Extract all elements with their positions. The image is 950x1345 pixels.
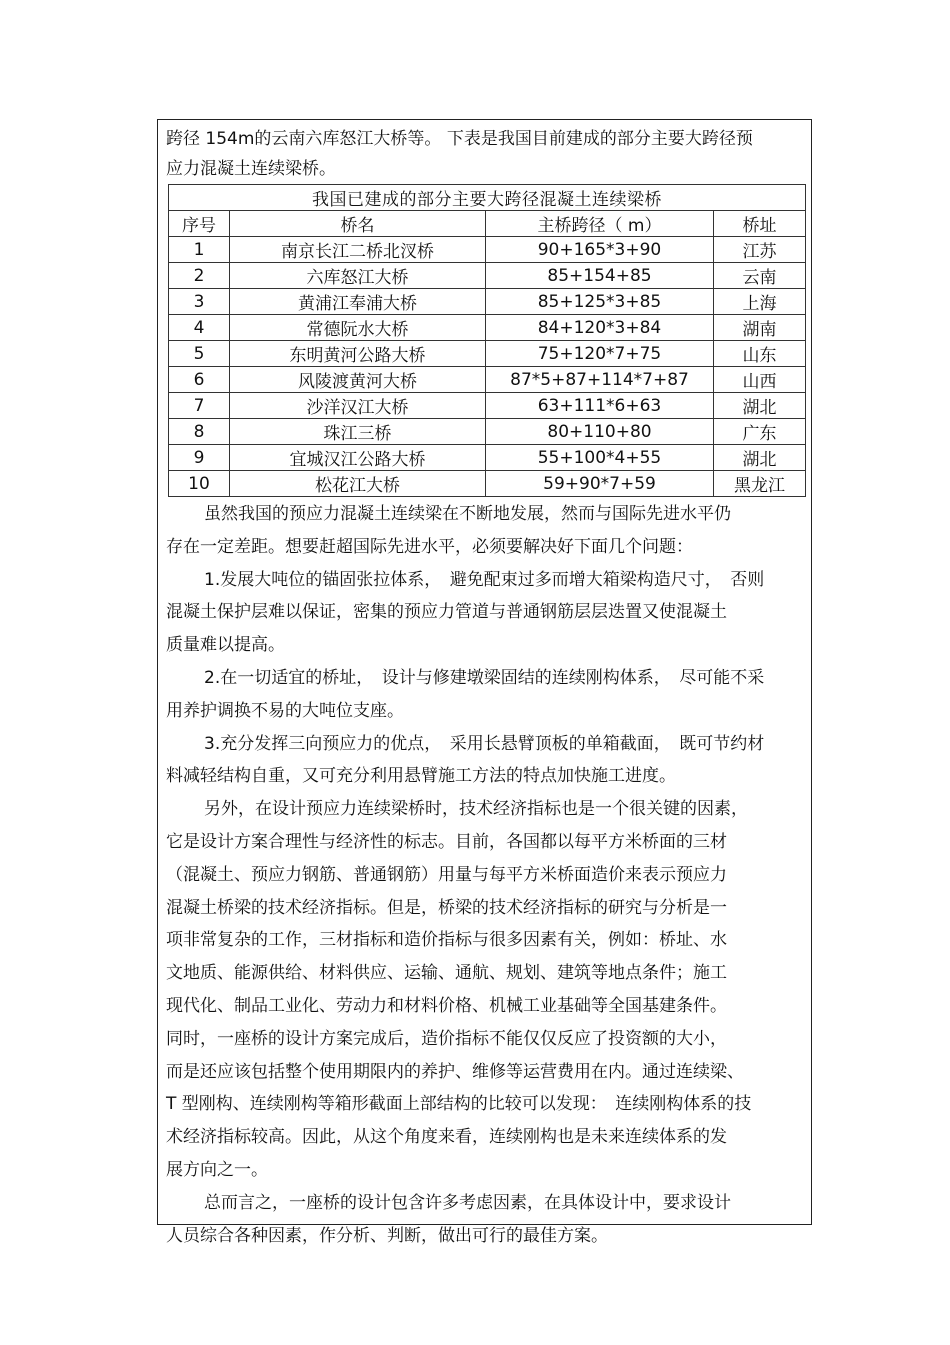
cell-main-span: 85+125*3+85 [486, 289, 714, 315]
table-row [169, 445, 806, 471]
paragraph-conclusion [166, 1187, 806, 1253]
cell-main-span: 87*5+87+114*7+87 [486, 367, 714, 393]
paragraph-prestress [166, 728, 806, 794]
cell-number: 7 [169, 393, 230, 419]
table-row [169, 341, 806, 367]
paragraph-line: 1.发展大吨位的锚固张拉体系， 避免配束过多而增大箱梁构造尺寸， 否则 [204, 569, 765, 590]
cell-number: 9 [169, 445, 230, 471]
paragraph-line: 另外，在设计预应力连续梁桥时，技术经济指标也是一个很关键的因素， [204, 799, 748, 820]
cell-bridge-name: 珠江三桥 [230, 419, 486, 445]
cell-bridge-name: 六库怒江大桥 [230, 263, 486, 289]
table-row [169, 419, 806, 445]
paragraph-anchorage [166, 564, 806, 662]
table-row [169, 471, 806, 497]
cell-number: 2 [169, 263, 230, 289]
cell-location: 山西 [714, 367, 806, 393]
paragraph-line: 同时，一座桥的设计方案完成后，造价指标不能仅仅反应了投资额的大小， [166, 1028, 727, 1049]
cell-location: 湖南 [714, 315, 806, 341]
intro-line: 应力混凝土连续梁桥。 [166, 159, 336, 179]
cell-bridge-name: 常德阮水大桥 [230, 315, 486, 341]
cell-location: 黑龙江 [714, 471, 806, 497]
cell-bridge-name: 宜城汉江公路大桥 [230, 445, 486, 471]
cell-location: 云南 [714, 263, 806, 289]
paragraph-line: 术经济指标较高。因此，从这个角度来看，连续刚构也是未来连续体系的发 [166, 1127, 727, 1148]
paragraph-line: 3.充分发挥三向预应力的优点， 采用长悬臂顶板的单箱截面， 既可节约材 [204, 733, 765, 754]
cell-number: 5 [169, 341, 230, 367]
cell-bridge-name: 松花江大桥 [230, 471, 486, 497]
header-location: 桥址 [714, 211, 806, 237]
cell-number: 10 [169, 471, 230, 497]
cell-location: 上海 [714, 289, 806, 315]
header-bridge-name: 桥名 [230, 211, 486, 237]
table-row [169, 289, 806, 315]
header-main-span: 主桥跨径（ m） [486, 211, 714, 237]
intro-line: 跨径 154m的云南六库怒江大桥等。 下表是我国目前建成的部分主要大跨径预 [166, 129, 753, 149]
cell-bridge-name: 黄浦江奉浦大桥 [230, 289, 486, 315]
cell-number: 3 [169, 289, 230, 315]
paragraph-line: 混凝土桥梁的技术经济指标。但是，桥梁的技术经济指标的研究与分析是一 [166, 897, 727, 918]
cell-main-span: 84+120*3+84 [486, 315, 714, 341]
body-text [166, 498, 806, 1252]
cell-location: 湖北 [714, 445, 806, 471]
paragraph-line: 现代化、制品工业化、劳动力和材料价格、机械工业基础等全国基建条件。 [166, 995, 727, 1016]
cell-number: 6 [169, 367, 230, 393]
cell-location: 山东 [714, 341, 806, 367]
cell-bridge-name: 风陵渡黄河大桥 [230, 367, 486, 393]
table-row [169, 367, 806, 393]
paragraph-line: 文地质、能源供给、材料供应、运输、通航、规划、建筑等地点条件；施工 [166, 963, 727, 984]
paragraph-line: 而是还应该包括整个使用期限内的养护、维修等运营费用在内。通过连续梁、 [166, 1061, 744, 1082]
cell-bridge-name: 沙洋汉江大桥 [230, 393, 486, 419]
cell-bridge-name: 南京长江二桥北汊桥 [230, 237, 486, 263]
cell-location: 湖北 [714, 393, 806, 419]
intro-text [166, 124, 806, 184]
paragraph-line: 存在一定差距。想要赶超国际先进水平，必须要解决好下面几个问题： [166, 536, 693, 557]
paragraph-line: 展方向之一。 [166, 1159, 268, 1180]
paragraph-line: 它是设计方案合理性与经济性的标志。目前，各国都以每平方米桥面的三材 [166, 831, 727, 852]
cell-number: 8 [169, 419, 230, 445]
paragraph-line: （混凝土、预应力钢筋、普通钢筋）用量与每平方米桥面造价来表示预应力 [166, 864, 727, 885]
table-caption: 我国已建成的部分主要大跨径混凝土连续梁桥 [169, 185, 806, 211]
paragraph-line: 用养护调换不易的大吨位支座。 [166, 700, 404, 721]
paragraph-line: 虽然我国的预应力混凝土连续梁在不断地发展，然而与国际先进水平仍 [204, 504, 731, 524]
paragraph-rigid-frame [166, 662, 806, 728]
cell-main-span: 90+165*3+90 [486, 237, 714, 263]
cell-main-span: 55+100*4+55 [486, 445, 714, 471]
cell-main-span: 75+120*7+75 [486, 341, 714, 367]
table-row [169, 315, 806, 341]
paragraph-line: 料减轻结构自重，又可充分利用悬臂施工方法的特点加快施工进度。 [166, 766, 676, 787]
cell-number: 4 [169, 315, 230, 341]
table-caption-row [169, 185, 806, 211]
table-row [169, 393, 806, 419]
paragraph-line: 项非常复杂的工作，三材指标和造价指标与很多因素有关，例如：桥址、水 [166, 930, 727, 951]
cell-bridge-name: 东明黄河公路大桥 [230, 341, 486, 367]
cell-main-span: 59+90*7+59 [486, 471, 714, 497]
cell-location: 江苏 [714, 237, 806, 263]
paragraph-line: T 型刚构、连续刚构等箱形截面上部结构的比较可以发现： 连续刚构体系的技 [166, 1094, 752, 1115]
table-row [169, 263, 806, 289]
paragraph-gap-note [166, 498, 806, 564]
cell-main-span: 80+110+80 [486, 419, 714, 445]
cell-main-span: 85+154+85 [486, 263, 714, 289]
cell-location: 广东 [714, 419, 806, 445]
cell-main-span: 63+111*6+63 [486, 393, 714, 419]
table-row [169, 237, 806, 263]
header-number: 序号 [169, 211, 230, 237]
paragraph-economics [166, 793, 806, 1187]
paragraph-line: 2.在一切适宜的桥址， 设计与修建墩梁固结的连续刚构体系， 尽可能不采 [204, 667, 765, 688]
bridge-table [168, 184, 806, 497]
table-header-row [169, 211, 806, 237]
paragraph-line: 人员综合各种因素，作分析、判断，做出可行的最佳方案。 [166, 1225, 608, 1246]
paragraph-line: 质量难以提高。 [166, 635, 285, 656]
paragraph-line: 总而言之，一座桥的设计包含许多考虑因素，在具体设计中，要求设计 [204, 1192, 731, 1213]
paragraph-line: 混凝土保护层难以保证，密集的预应力管道与普通钢筋层层迭置又使混凝土 [166, 602, 727, 623]
cell-number: 1 [169, 237, 230, 263]
